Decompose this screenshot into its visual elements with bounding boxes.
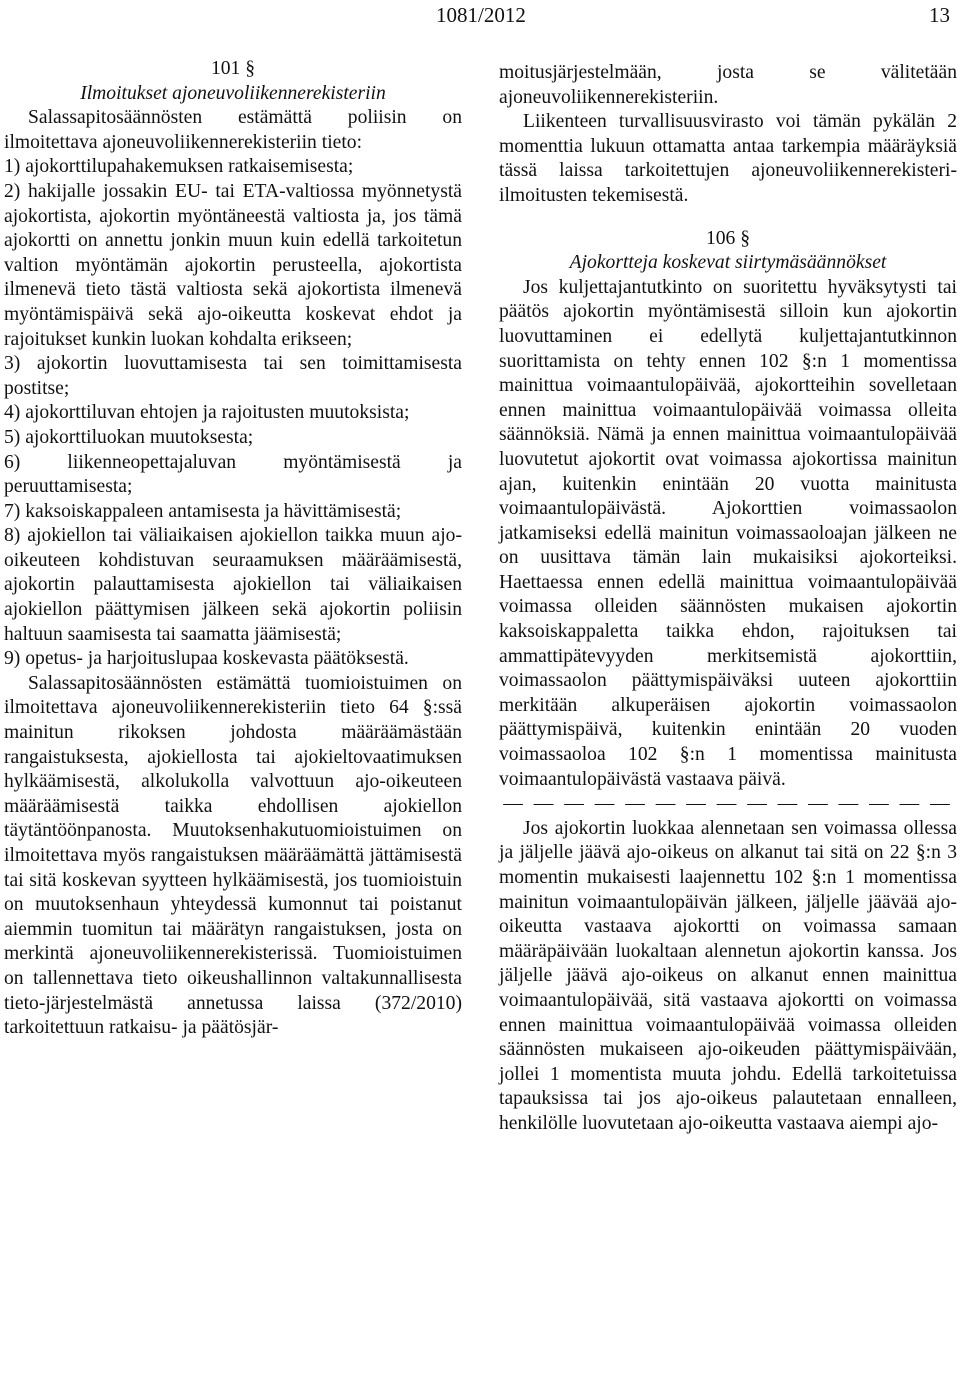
list-item: 4) ajokorttiluvan ehtojen ja rajoitusten muutoksista;: [4, 402, 410, 424]
omission-dashes: — — — — — — — — — — — — — — —: [503, 793, 953, 815]
list-item: 8) ajokiellon tai väliaikaisen ajokiellon taikka muun ajo-oikeuteen kohdistuvan seuraamuksen määräämisestä, ajokortin palauttamisesta ajokiellon tai väliaikaisen ajokiellon päättymisen jälkeen sekä ajokortin poliisin haltuun saamisesta tai saamatta jäämisestä;: [4, 525, 462, 645]
section-title-106: Ajokortteja koskevat siirtymäsäännökset: [569, 252, 887, 274]
body-paragraph: Jos ajokortin luokkaa alennetaan sen voimassa ollessa ja jäljelle jäävä ajo-oikeus on alkanut tai sitä on 22 §:n 3 momentin mukaisesti laajennettu 102 §:n 1 momentissa mainitun voimaantulopäivän jälkeen, jäljelle jäävää ajo-oikeutta vastaava ajokortti on voimassa samaan määräpäivään luokaltaan alennetun ajokortin kanssa. Jos jäljelle jäävä ajo-oikeus on alkanut ennen mainittua voimaantulopäivää, sitä vastaava ajokortti on voimassa ennen mainittua voimaantulopäivää voimassa olleiden säännösten mukaiseen ajo-oikeuden päättymispäivään, jollei 1 momentista muuta johdu. Edellä tarkoitetuissa tapauksissa tai jos ajo-oikeus palautetaan ennalleen, henkilölle luovutetaan ajo-oikeutta vastaava aiempi ajo-: [499, 817, 957, 1134]
list-item: 3) ajokortin luovuttamisesta tai sen toimittamisesta postitse;: [4, 353, 462, 399]
list-item: 9) opetus- ja harjoituslupaa koskevasta päätöksestä.: [4, 648, 409, 670]
body-paragraph: Liikenteen turvallisuusvirasto voi tämän pykälän 2 momenttia lukuun ottamatta antaa tarkempia määräyksiä tässä laissa tarkoitettujen ajoneuvoliikennerekisteri-ilmoitusten tekemisestä.: [499, 111, 957, 206]
list-item: 1) ajokorttilupahakemuksen ratkaisemisesta;: [4, 156, 354, 178]
section-number-106: 106 §: [705, 227, 751, 249]
list-item: 7) kaksoiskappaleen antamisesta ja hävittämisestä;: [4, 500, 402, 522]
continuation-paragraph: moitusjärjestelmään, josta se välitetään ajoneuvoliikennerekisteriin.: [499, 62, 957, 108]
document-number: 1081/2012: [436, 3, 526, 27]
list-item: 2) hakijalle jossakin EU- tai ETA-valtiossa myönnetystä ajokortista, ajokortin myöntäneestä valtiosta ja, jos tämä ajokortti on annettu jonkin muun kuin edellä tarkoitetun valtion myöntämän ajokortin perusteella, ajokortista ilmenevä tieto tästä valtiosta sekä ajokortista ilmenevä myöntämispäivä sekä ajo-oikeutta koskevat ehdot ja rajoitukset kunkin luokan kohdalta erikseen;: [4, 180, 462, 350]
page-number: 13: [929, 3, 950, 27]
right-column: [499, 61, 957, 1137]
page-header: [0, 0, 960, 32]
section-title-101: Ilmoitukset ajoneuvoliikennerekisteriin: [80, 82, 386, 104]
intro-paragraph: Salassapitosäännösten estämättä poliisin on ilmoitettava ajoneuvoliikennerekisteriin tieto:: [4, 107, 462, 153]
body-paragraph: Jos kuljettajantutkinto on suoritettu hyväksytysti tai päätös ajokortin myöntämisestä silloin kun ajokortin luovuttaminen ei edellytä kuljettajantutkinnon suorittamista on tehty ennen 102 §:n 1 momentissa mainittua voimaantulopäivää, ajokortteihin sovelletaan ennen mainittua voimaantulopäivää voimassa olleita säännöksiä. Nämä ja ennen mainittua voimaantulopäivää luovutetut ajokortit ovat voimassa ajokortissa mainitun ajan, kuitenkin enintään 20 vuotta mainitusta voimaantulopäivästä. Ajokorttien voimassaolon jatkamiseksi edellä mainitun voimassaoloajan jälkeen ne on uusittava tämän lain mukaisiksi ajokorteiksi. Haettaessa ennen edellä mainittua voimaantulopäivää voimassa olleiden säännösten mukaisen ajokortin kaksoiskappaletta taikka ehdon, rajoituksen tai ammattipätevyyden merkitsemistä ajokorttiin, voimassaolon päättymispäiväksi uuteen ajokorttiin merkitään alkuperäisen ajokortin voimassaolon päättymispäivä, kuitenkin enintään 20 vuoden voimassaoloa 102 §:n 1 momentissa mainitusta voimaantulopäivästä vastaava päivä.: [499, 276, 957, 790]
body-paragraph: Salassapitosäännösten estämättä tuomioistuimen on ilmoitettava ajoneuvoliikennerekisteriin tieto 64 §:ssä mainitun rikoksen johdosta määräämästään rangaistuksesta, ajokiellosta tai ajokieltovaatimuksen hylkäämisestä, alkolukolla valvottuun ajo-oikeuteen määräämisestä taikka ehdollisen ajokiellon täytäntöönpanosta. Muutoksenhakutuomioistuimen on ilmoitettava myös rangaistuksen määräämättä jättämisestä tai sitä koskevan syytteen hylkäämisestä, jos tuomioistuin on muutoksenhaun yhteydessä kumonnut tai poistanut aiemmin tuomitun tai määrätyn rangaistuksen, josta on merkintä ajoneuvoliikennerekisterissä. Tuomioistuimen on tallennettava tieto oikeushallinnon valtakunnallisesta tieto-järjestelmästä annetussa laissa (372/2010) tarkoitettuun ratkaisu- ja päätösjär-: [4, 672, 462, 1039]
left-column: [4, 57, 462, 1041]
section-number-101: 101 §: [210, 58, 256, 79]
list-item: 5) ajokorttiluokan muutoksesta;: [4, 426, 254, 448]
list-item: 6) liikenneopettajaluvan myöntämisestä ja peruuttamisesta;: [4, 451, 462, 498]
